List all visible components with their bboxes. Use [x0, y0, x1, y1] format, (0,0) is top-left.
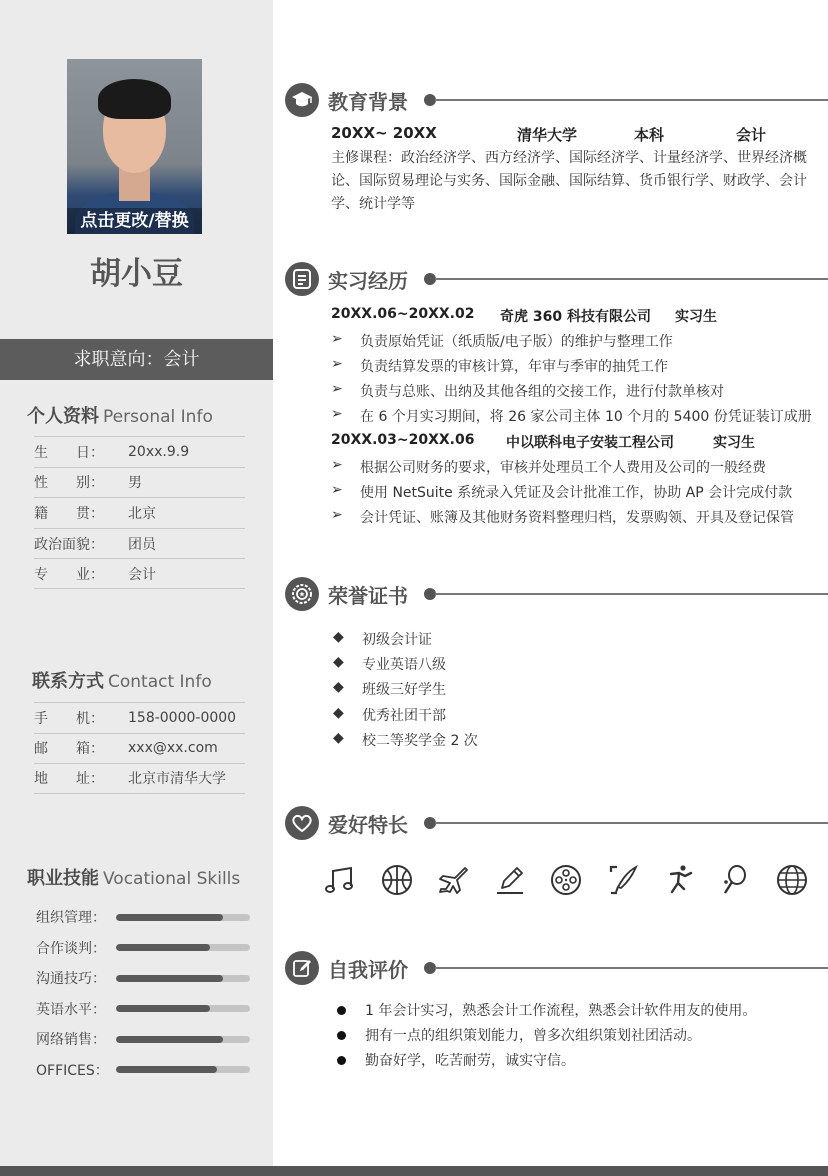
footer-bar — [0, 1166, 828, 1176]
info-row-political — [34, 528, 245, 559]
music-icon — [322, 862, 358, 898]
skill-row — [36, 1024, 250, 1054]
hobbies-header — [285, 806, 828, 840]
duty-item — [331, 507, 821, 529]
header-line — [435, 593, 828, 595]
info-key: 籍 贯： — [34, 505, 104, 522]
profile-photo[interactable] — [67, 59, 202, 234]
info-row-address — [34, 763, 245, 794]
duty-item — [331, 331, 821, 353]
edit-pencil-icon — [285, 951, 319, 985]
internship-title: 实习经历 — [328, 269, 408, 293]
arrow-bullet-icon: ➢ — [331, 406, 343, 422]
heart-icon — [285, 806, 319, 840]
info-row-major — [34, 558, 245, 589]
honor-text: 班级三好学生 — [362, 682, 446, 699]
skill-bar-fill — [116, 975, 223, 982]
job-role: 实习生 — [675, 309, 717, 325]
duty-text: 使用 NetSuite 系统录入凭证及会计批准工作，协助 AP 会计完成付款 — [360, 485, 793, 501]
education-title: 教育背景 — [328, 90, 408, 114]
contact-info-title-cn: 联系方式 — [32, 671, 104, 692]
duty-text: 负责结算发票的审核计算，年审与季审的抽凭工作 — [360, 359, 668, 375]
change-photo-button[interactable]: 点击更改/替换 — [67, 208, 202, 234]
skill-bar-fill — [116, 1036, 223, 1043]
dance-icon — [661, 862, 697, 898]
globe-icon — [774, 862, 810, 898]
job-role: 实习生 — [713, 435, 755, 451]
info-value[interactable]: xxx@xx.com — [128, 740, 218, 757]
duty-item — [331, 482, 821, 504]
candidate-name: 胡小豆 — [90, 256, 183, 292]
dot-bullet-icon — [337, 1006, 346, 1015]
diamond-bullet-icon: ◆ — [333, 704, 344, 721]
diamond-bullet-icon: ◆ — [333, 654, 344, 671]
basketball-icon — [379, 862, 415, 898]
document-list-icon — [285, 262, 319, 296]
diamond-bullet-icon: ◆ — [333, 629, 344, 645]
skill-bar-fill — [116, 1066, 217, 1073]
personal-info-title-cn: 个人资料 — [27, 406, 99, 427]
skill-bar — [116, 1066, 250, 1073]
self-eval-title: 自我评价 — [328, 958, 408, 982]
header-line — [435, 99, 828, 101]
honors-header — [285, 577, 828, 611]
sidebar — [0, 0, 273, 1166]
duty-item — [331, 457, 821, 479]
info-value: 20xx.9.9 — [128, 443, 190, 460]
award-badge-icon — [285, 577, 319, 611]
honor-text: 校二等奖学金 2 次 — [362, 732, 478, 749]
duty-item — [331, 356, 821, 378]
info-key: 生 日： — [34, 444, 104, 461]
header-line — [435, 278, 828, 280]
header-line — [435, 822, 828, 824]
film-reel-icon — [548, 862, 584, 898]
personal-info-title — [27, 402, 257, 428]
contact-info-title-en: Contact Info — [108, 672, 212, 692]
info-value: 会计 — [128, 566, 156, 583]
self-eval-text: 1 年会计实习，熟悉会计工作流程，熟悉会计软件用友的使用。 — [365, 1003, 757, 1019]
education-school: 清华大学 — [517, 126, 578, 144]
info-value: 北京 — [128, 505, 156, 522]
info-value: 男 — [128, 475, 142, 492]
hobby-icons — [322, 862, 812, 898]
skills-title-en: Vocational Skills — [103, 869, 241, 889]
photo-hair — [98, 79, 171, 119]
skill-row — [36, 994, 250, 1024]
education-courses: 主修课程：政治经济学、西方经济学、国际经济学、计量经济学、世界经济概论、国际贸易理论与实务、国际金融、国际结算、货币银行学、财政学、会计学、统计学等 — [331, 150, 807, 212]
internship-header — [285, 262, 828, 296]
skill-bar-fill — [116, 914, 223, 921]
dot-bullet-icon — [337, 1056, 346, 1065]
skill-label: 网络销售： — [36, 1032, 106, 1048]
duty-item — [331, 406, 821, 428]
arrow-bullet-icon: ➢ — [331, 331, 343, 347]
skill-label: 沟通技巧： — [36, 971, 106, 987]
info-row-email — [34, 733, 245, 764]
arrow-bullet-icon: ➢ — [331, 356, 343, 372]
info-row-phone — [34, 702, 245, 733]
arrow-bullet-icon: ➢ — [331, 507, 343, 523]
education-degree: 本科 — [634, 126, 665, 144]
personal-info-title-en: Personal Info — [103, 407, 213, 427]
contact-info-title — [32, 667, 262, 693]
self-eval-text: 勤奋好学，吃苦耐劳，诚实守信。 — [365, 1053, 575, 1069]
skill-bar — [116, 944, 250, 951]
skill-bar-fill — [116, 944, 210, 951]
arrow-bullet-icon: ➢ — [331, 482, 343, 498]
duty-text: 根据公司财务的要求，审核并处理员工个人费用及公司的一般经费 — [360, 460, 766, 476]
skill-row — [36, 902, 250, 932]
job-period: 20XX.03~20XX.06 — [331, 432, 475, 448]
arrow-bullet-icon: ➢ — [331, 381, 343, 397]
skill-label: 组织管理： — [36, 910, 106, 926]
skill-row — [36, 1055, 250, 1085]
skill-label: OFFICES： — [36, 1062, 109, 1079]
info-key: 手 机： — [34, 710, 104, 727]
calligraphy-icon — [605, 862, 641, 898]
skill-label: 英语水平： — [36, 1001, 106, 1018]
duty-item — [331, 381, 821, 403]
honor-text: 初级会计证 — [362, 632, 432, 648]
info-key: 地 址： — [34, 771, 104, 788]
education-period: 20XX~ 20XX — [331, 124, 437, 142]
skill-row — [36, 963, 250, 993]
dot-bullet-icon — [337, 1031, 346, 1040]
honors-title: 荣誉证书 — [328, 584, 408, 608]
job-objective: 求职意向：会计 — [0, 339, 273, 380]
skill-bar — [116, 1036, 250, 1043]
info-key: 专 业： — [34, 566, 104, 583]
info-key: 政治面貌： — [34, 536, 104, 553]
contact-info-table — [34, 702, 245, 794]
skills-title — [27, 864, 257, 890]
job-period: 20XX.06~20XX.02 — [331, 306, 475, 322]
self-eval-text: 拥有一点的组织策划能力，曾多次组织策划社团活动。 — [365, 1028, 701, 1044]
job-header — [331, 432, 801, 452]
honor-text: 优秀社团干部 — [362, 707, 446, 724]
education-major: 会计 — [736, 126, 767, 144]
skill-bar-fill — [116, 1005, 210, 1012]
info-row-gender — [34, 467, 245, 498]
job-company: 中以联科电子安装工程公司 — [506, 435, 674, 451]
graduation-cap-icon — [285, 83, 319, 117]
duty-text: 会计凭证、账簿及其他财务资料整理归档，发票购领、开具及登记保管 — [360, 510, 794, 526]
info-value: 团员 — [128, 536, 156, 553]
pen-icon — [492, 862, 528, 898]
job-company: 奇虎 360 科技有限公司 — [500, 309, 651, 325]
skill-label: 合作谈判： — [36, 940, 106, 957]
skill-bar — [116, 914, 250, 921]
skill-row — [36, 933, 250, 963]
duty-text: 负责与总账、出纳及其他各组的交接工作，进行付款单核对 — [360, 384, 724, 400]
job-header — [331, 306, 801, 326]
info-row-hometown — [34, 497, 245, 528]
personal-info-table — [34, 436, 245, 589]
self-eval-header — [285, 951, 828, 985]
duty-text: 负责原始凭证（纸质版/电子版）的维护与整理工作 — [360, 334, 673, 350]
education-header — [285, 83, 828, 117]
info-value: 北京市清华大学 — [128, 771, 226, 788]
header-line — [435, 967, 828, 969]
skill-bar — [116, 975, 250, 982]
info-key: 邮 箱： — [34, 741, 104, 758]
airplane-icon — [435, 862, 471, 898]
education-row — [331, 124, 801, 144]
duty-text: 在 6 个月实习期间，将 26 家公司主体 10 个月的 5400 份凭证装订成册 — [360, 409, 812, 425]
info-value[interactable]: 158-0000-0000 — [128, 709, 237, 726]
badminton-icon — [718, 862, 754, 898]
info-key: 性 别： — [34, 475, 104, 492]
hobbies-title: 爱好特长 — [328, 813, 408, 837]
info-row-birthday — [34, 436, 245, 467]
honor-text: 专业英语八级 — [362, 657, 446, 674]
diamond-bullet-icon: ◆ — [333, 679, 344, 696]
arrow-bullet-icon: ➢ — [331, 457, 343, 473]
diamond-bullet-icon: ◆ — [333, 729, 344, 746]
skill-bar — [116, 1005, 250, 1012]
skills-title-cn: 职业技能 — [27, 868, 99, 889]
